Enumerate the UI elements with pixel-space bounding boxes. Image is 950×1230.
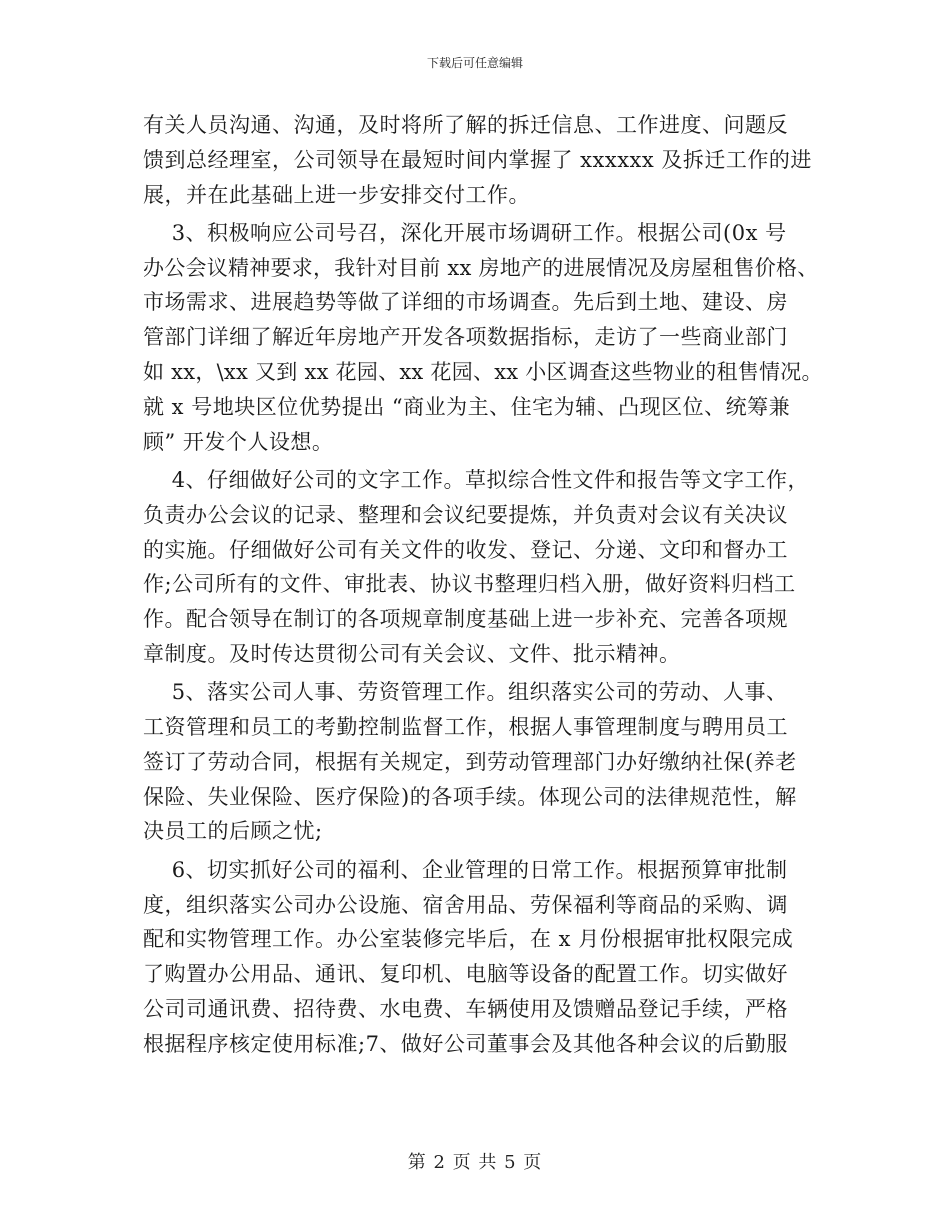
text-line: 了购置办公用品、通讯、复印机、电脑等设备的配置工作。切实做好 (143, 962, 788, 987)
text-line: 办公会议精神要求，我针对目前 xx 房地产的进展情况及房屋租售价格、 (143, 255, 819, 280)
text-line: 章制度。及时传达贯彻公司有关会议、文件、批示精神。 (143, 641, 681, 666)
text-line: 顾” 开发个人设想。 (143, 429, 334, 454)
text-line: 就 x 号地块区位优势提出 “商业为主、住宅为辅、凸现区位、统筹兼 (143, 394, 791, 419)
text-line: 管部门详细了解近年房地产开发各项数据指标，走访了一些商业部门 (143, 325, 788, 350)
text-line: 根据程序核定使用标准;7、做好公司董事会及其他各种会议的后勤服 (143, 1031, 788, 1056)
text-line: 3、积极响应公司号召，深化开展市场调研工作。根据公司(0x 号 (143, 220, 787, 245)
document-body (143, 108, 823, 1062)
text-line: 的实施。仔细做好公司有关文件的收发、登记、分递、文印和督办工 (143, 537, 788, 562)
paragraph-2 (143, 216, 823, 460)
text-line: 公司司通讯费、招待费、水电费、车辆使用及馈赠品登记手续，严格 (143, 996, 788, 1021)
text-line: 展，并在此基础上进一步安排交付工作。 (143, 182, 530, 207)
text-line: 保险、失业保险、医疗保险)的各项手续。体现公司的法律规范性，解 (143, 784, 797, 809)
page-header: 下载后可任意编辑 (426, 56, 523, 70)
text-line: 度，组织落实公司办公设施、宿舍用品、劳保福利等商品的采购、调 (143, 892, 788, 917)
text-line: 负责办公会议的记录、整理和会议纪要提炼，并负责对会议有关决议 (143, 502, 788, 527)
text-line: 市场需求、进展趋势等做了详细的市场调查。先后到土地、建设、房 (143, 290, 788, 315)
text-line: 6、切实抓好公司的福利、企业管理的日常工作。根据预算审批制 (143, 857, 788, 882)
text-line: 配和实物管理工作。办公室装修完毕后，在 x 月份根据审批权限完成 (143, 927, 794, 952)
paragraph-4 (143, 675, 808, 849)
text-line: 有关人员沟通、沟通，及时将所了解的拆迁信息、工作进度、问题反 (143, 113, 788, 137)
text-line: 签订了劳动合同，根据有关规定，到劳动管理部门办好缴纳社保(养老 (143, 749, 797, 774)
page-footer: 第 2 页 共 5 页 (407, 1152, 543, 1173)
text-line: 馈到总经理室，公司领导在最短时间内掌握了 xxxxxx 及拆迁工作的进 (143, 147, 812, 172)
paragraph-1 (143, 108, 812, 212)
paragraph-5 (143, 853, 808, 1062)
text-line: 5、落实公司人事、劳资管理工作。组织落实公司的劳动、人事、 (143, 680, 788, 705)
text-line: 工资管理和员工的考勤控制监督工作，根据人事管理制度与聘用员工 (143, 715, 788, 740)
paragraph-3 (143, 463, 808, 672)
text-line: 如 xx，\xx 又到 xx 花园、xx 花园、xx 小区调查这些物业的租售情况。 (143, 360, 823, 385)
text-line: 作;公司所有的文件、审批表、协议书整理归档入册，做好资料归档工 (143, 572, 796, 597)
text-line: 4、仔细做好公司的文字工作。草拟综合性文件和报告等文字工作， (143, 467, 810, 492)
text-line: 决员工的后顾之忧; (143, 819, 323, 844)
text-line: 作。配合领导在制订的各项规章制度基础上进一步补充、完善各项规 (143, 607, 788, 632)
